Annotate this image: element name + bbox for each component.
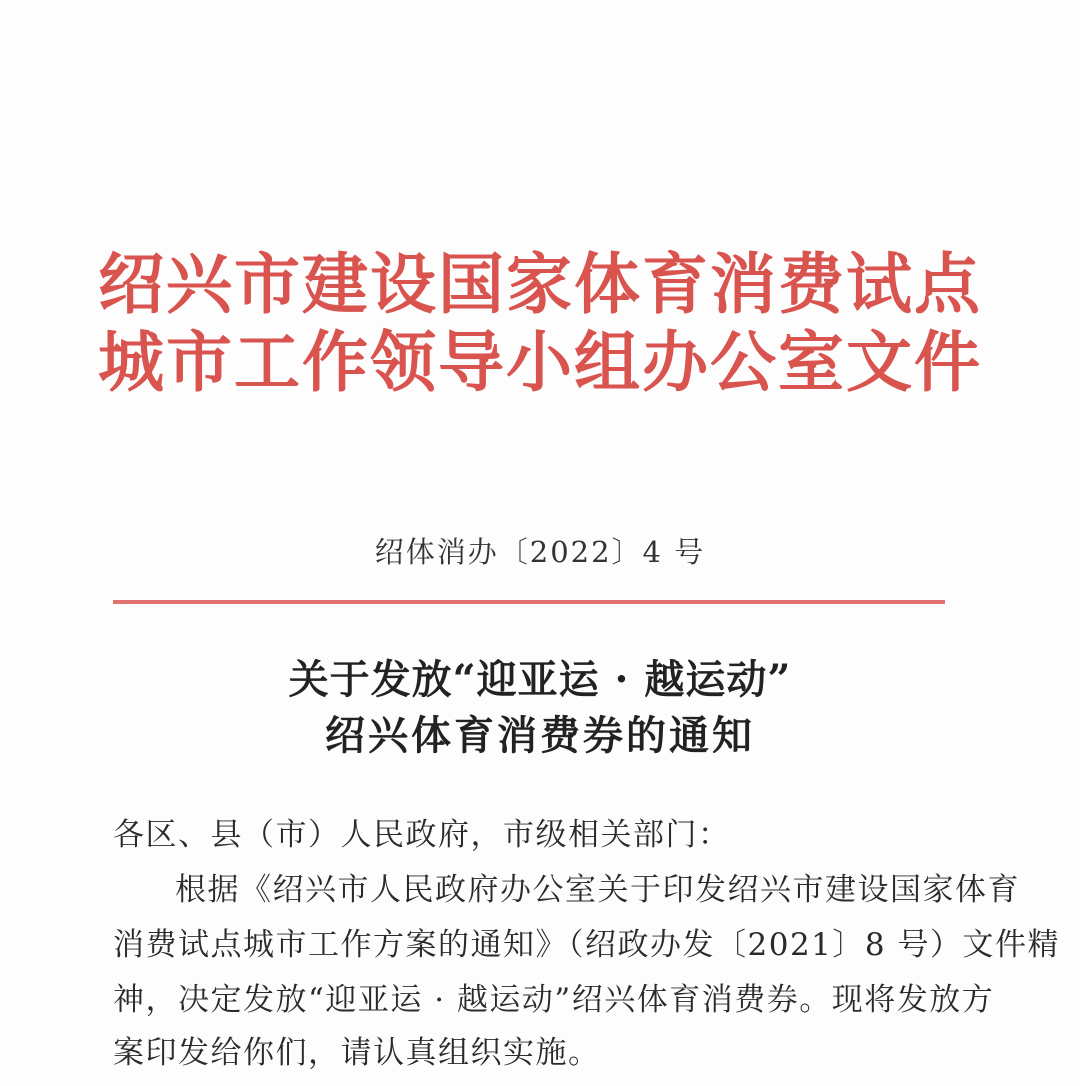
- body-line-2: 消费试点城市工作方案的通知》（绍政办发〔2021〕8 号）文件精: [113, 927, 1060, 963]
- red-divider-line: [113, 600, 945, 604]
- body-line-1: 根据《绍兴市人民政府办公室关于印发绍兴市建设国家体育: [175, 872, 1020, 908]
- notice-title-line-1: 关于发放“迎亚运 · 越运动”: [288, 656, 792, 703]
- notice-title-line-2: 绍兴体育消费券的通知: [325, 712, 755, 759]
- salutation: 各区、县（市）人民政府，市级相关部门：: [113, 817, 731, 853]
- document-header-line-1: 绍兴市建设国家体育消费试点: [98, 245, 982, 323]
- document-number: 绍体消办〔2022〕4 号: [374, 535, 706, 569]
- body-line-3: 神，决定发放“迎亚运 · 越运动”绍兴体育消费券。现将发放方: [113, 982, 995, 1018]
- document-header-line-2: 城市工作领导小组办公室文件: [98, 323, 982, 401]
- body-line-4: 案印发给你们，请认真组织实施。: [113, 1035, 601, 1071]
